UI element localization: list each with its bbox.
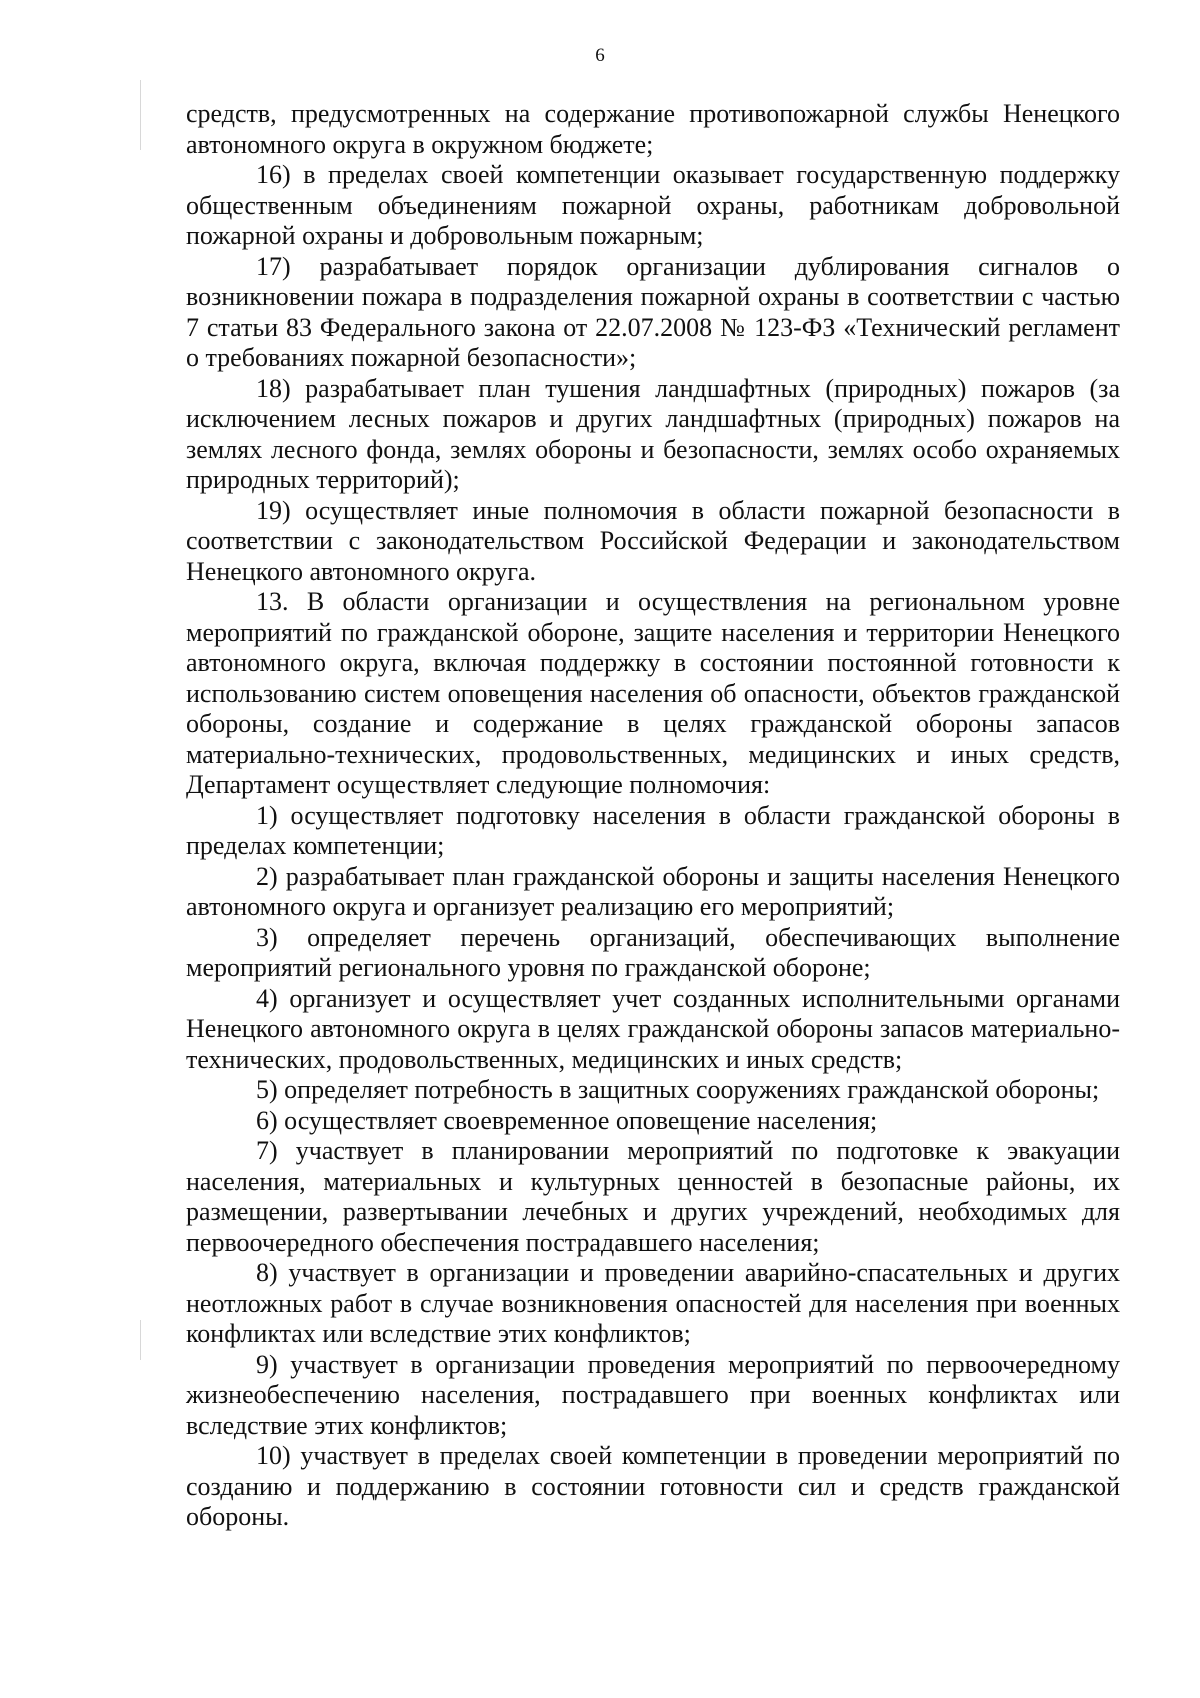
- paragraph-section-13: 13. В области организации и осуществления на региональном уровне мероприятий по гражданской обороне, защите населения и территории Ненецкого автономного округа, включая поддержку в состоянии постоянной готовности к использованию систем оповещения населения об опасности, объектов гражданской обороны, создание и содержание в целях гражданской обороны запасов материально-технических, продовольственных, медицинских и иных средств, Департамент осуществляет следующие полномочия:: [186, 587, 1120, 799]
- document-body: [186, 99, 1120, 1533]
- paragraph-item-1: 1) осуществляет подготовку населения в области гражданской обороны в пределах компетенции;: [186, 800, 1120, 860]
- paragraph-item-3: 3) определяет перечень организаций, обеспечивающих выполнение мероприятий регионального уровня по гражданской обороне;: [186, 922, 1120, 982]
- paragraph-continuation: средств, предусмотренных на содержание противопожарной службы Ненецкого автономного округа в окружном бюджете;: [186, 99, 1120, 159]
- paragraph-item-10: 10) участвует в пределах своей компетенции в проведении мероприятий по созданию и поддержанию в состоянии готовности сил и средств гражданской обороны.: [186, 1441, 1120, 1531]
- page-number: 6: [595, 45, 605, 66]
- paragraph-item-19: 19) осуществляет иные полномочия в области пожарной безопасности в соответствии с законодательством Российской Федерации и законодательством Ненецкого автономного округа.: [186, 495, 1120, 586]
- paragraph-item-6: 6) осуществляет своевременное оповещение населения;: [256, 1105, 878, 1135]
- paragraph-item-8: 8) участвует в организации и проведении аварийно-спасательных и других неотложных работ в случае возникновения опасностей для населения при военных конфликтах или вследствие этих конфликтов;: [186, 1258, 1120, 1348]
- scan-edge-mark-bottom: [140, 1320, 141, 1360]
- paragraph-item-17: 17) разрабатывает порядок организации дублирования сигналов о возникновении пожара в подразделения пожарной охраны в соответствии с частью 7 статьи 83 Федерального закона от 22.07.2008 № 123-ФЗ «Технический регламент о требованиях пожарной безопасности»;: [186, 251, 1120, 372]
- paragraph-item-5: 5) определяет потребность в защитных сооружениях гражданской обороны;: [256, 1075, 1100, 1104]
- paragraph-item-16: 16) в пределах своей компетенции оказывает государственную поддержку общественным объединениям пожарной охраны, работникам добровольной пожарной охраны и добровольным пожарным;: [186, 160, 1120, 250]
- paragraph-item-4: 4) организует и осуществляет учет созданных исполнительными органами Ненецкого автономного округа в целях гражданской обороны запасов материально-технических, продовольственных, медицинских и иных средств;: [186, 983, 1120, 1074]
- paragraph-item-18: 18) разрабатывает план тушения ландшафтных (природных) пожаров (за исключением лесных пожаров и других ландшафтных (природных) пожаров на землях лесного фонда, землях обороны и безопасности, землях особо охраняемых природных территорий);: [186, 373, 1120, 494]
- paragraph-item-7: 7) участвует в планировании мероприятий по подготовке к эвакуации населения, материальных и культурных ценностей в безопасные районы, их размещении, развертывании лечебных и других учреждений, необходимых для первоочередного обеспечения пострадавшего населения;: [186, 1136, 1120, 1257]
- paragraph-item-9: 9) участвует в организации проведения мероприятий по первоочередному жизнеобеспечению населения, пострадавшего при военных конфликтах или вследствие этих конфликтов;: [186, 1349, 1120, 1440]
- paragraph-item-2: 2) разрабатывает план гражданской обороны и защиты населения Ненецкого автономного округа и организует реализацию его мероприятий;: [186, 861, 1120, 921]
- scan-edge-mark-top: [140, 80, 141, 150]
